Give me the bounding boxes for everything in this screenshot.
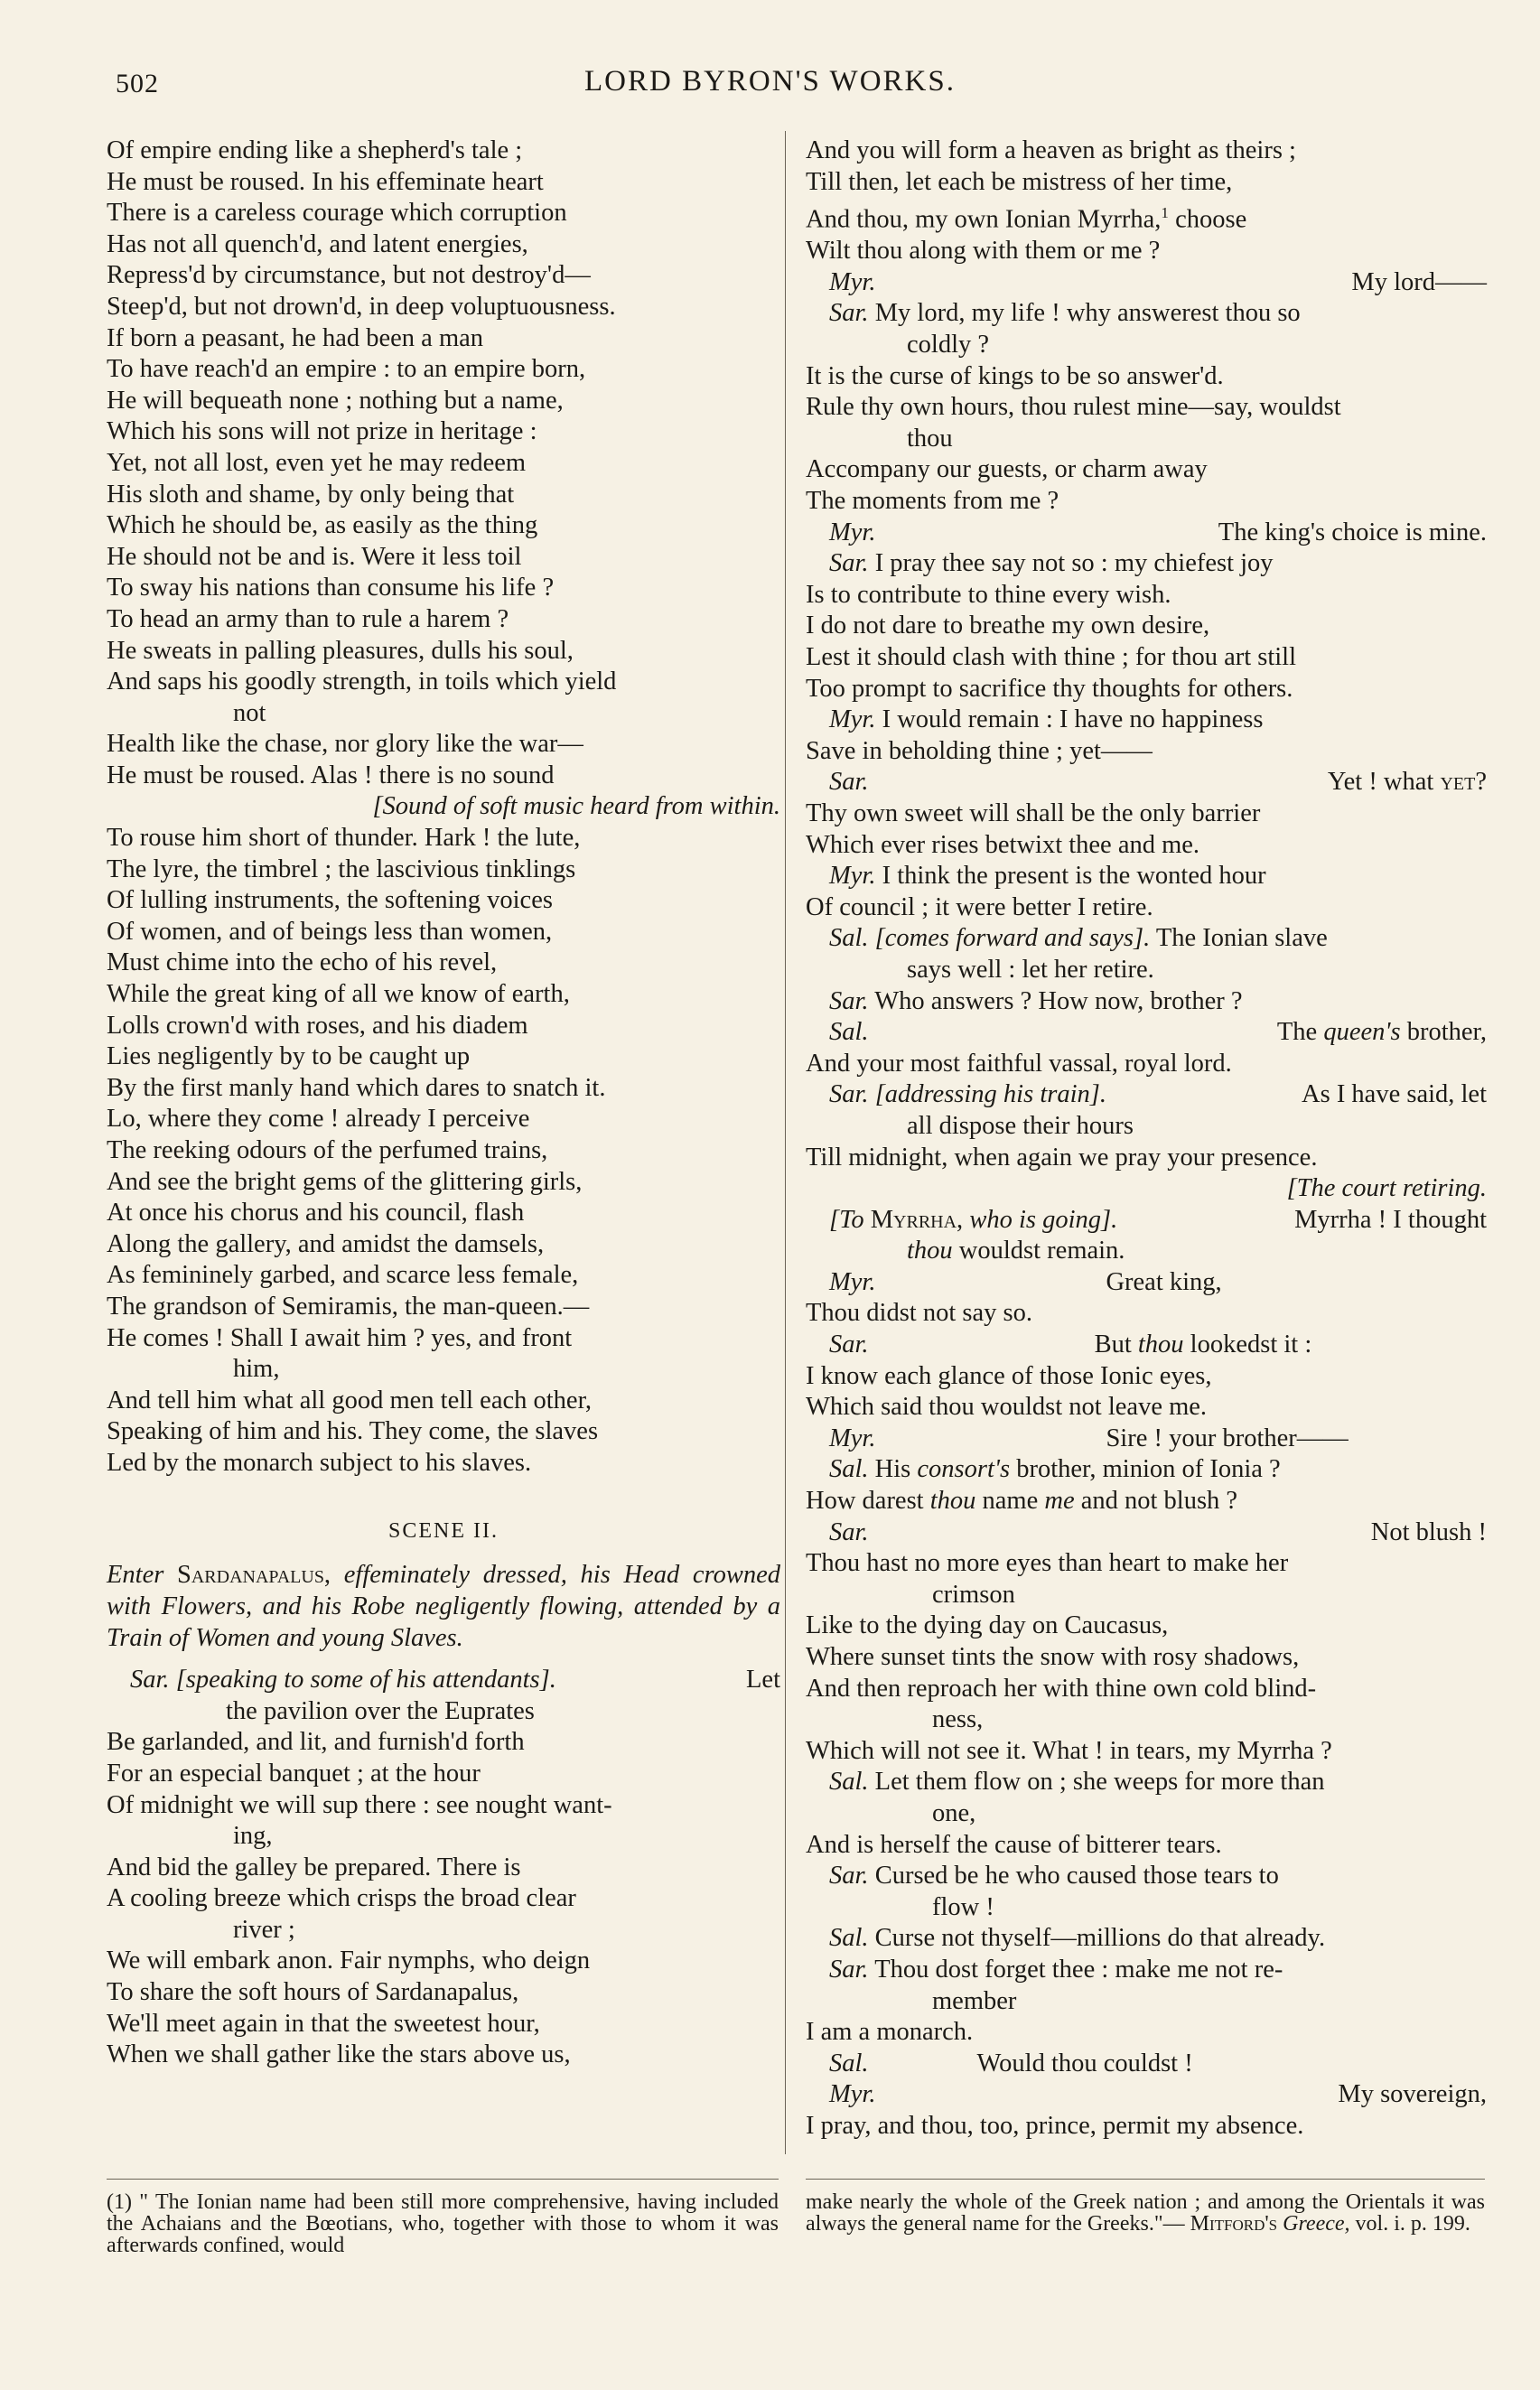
speech-line: Sal. Would thou couldst ! <box>829 2049 1193 2077</box>
verse-line: And saps his goodly strength, in toils which yield <box>107 668 617 696</box>
verse-line: To head an army than to rule a harem ? <box>107 604 509 633</box>
verse-line: Thy own sweet will shall be the only barrier <box>806 798 1261 827</box>
verse-line: I know each glance of those Ionic eyes, <box>806 1361 1212 1390</box>
verse-line: Health like the chase, nor glory like the war— <box>107 730 583 759</box>
footnote-left: (1) " The Ionian name had been still more comprehensive, having included the Achaians and the Bœotians, who, together with those to whom it was afterwards confined, would <box>107 2190 779 2257</box>
verse-line: There is a careless courage which corruption <box>107 199 567 228</box>
speech-line: Myr. My lord—— <box>829 267 1487 296</box>
verse-line: And then reproach her with thine own cold blind- <box>806 1674 1317 1703</box>
verse-line: He will bequeath none ; nothing but a name, <box>107 386 564 415</box>
speaker: Sar. <box>829 1862 869 1891</box>
speaker: Sal. <box>829 924 869 953</box>
verse-line: To share the soft hours of Sardanapalus, <box>107 1978 519 2007</box>
verse-line-continuation: all dispose their hours <box>907 1111 1134 1140</box>
verse-line: Of empire ending like a shepherd's tale ; <box>107 136 523 164</box>
verse-line: We'll meet again in that the sweetest hour, <box>107 2009 540 2038</box>
verse-line-continuation: thou <box>907 424 953 453</box>
verse-line-continuation: him, <box>233 1355 280 1384</box>
verse-line: I pray, and thou, too, prince, permit my absence. <box>806 2111 1304 2140</box>
verse-line: For an especial banquet ; at the hour <box>107 1759 481 1788</box>
verse-line: The lyre, the timbrel ; the lascivious tinklings <box>107 854 576 883</box>
entry-character: Sardanapalus, <box>177 1561 331 1590</box>
running-title: LORD BYRON'S WORKS. <box>584 65 956 98</box>
verse-line: By the first manly hand which dares to snatch it. <box>107 1073 606 1102</box>
verse-line: Save in beholding thine ; yet—— <box>806 736 1153 765</box>
speech-line: Sal. The queen's brother, <box>829 1018 1487 1047</box>
verse-line: Like to the dying day on Caucasus, <box>806 1611 1169 1640</box>
verse-line: Where sunset tints the snow with rosy shadows, <box>806 1643 1300 1671</box>
verse-line-continuation: one, <box>932 1798 976 1827</box>
verse-line: A cooling breeze which crisps the broad clear <box>107 1884 576 1913</box>
speech-line: Sar. Cursed be he who caused those tears to <box>829 1862 1279 1891</box>
verse-line: And bid the galley be prepared. There is <box>107 1853 521 1881</box>
verse-line: And see the bright gems of the glittering girls, <box>107 1167 583 1196</box>
verse-line: To sway his nations than consume his life ? <box>107 574 555 602</box>
verse-line: Led by the monarch subject to his slaves. <box>107 1448 532 1477</box>
speech-line: Sar. Thou dost forget thee : make me not re- <box>829 1955 1283 1984</box>
verse-block <box>107 135 780 698</box>
verse-line: To rouse him short of thunder. Hark ! the lute, <box>107 824 581 853</box>
speaker: Myr. <box>829 267 876 296</box>
speech-line: Sar. But thou lookedst it : <box>829 1330 1312 1359</box>
verse-line: Thou didst not say so. <box>806 1299 1032 1328</box>
verse-line: Has not all quench'd, and latent energies, <box>107 229 528 258</box>
verse-line: Too prompt to sacrifice thy thoughts for others. <box>806 674 1293 703</box>
verse-line: And your most faithful vassal, royal lord. <box>806 1049 1232 1078</box>
speaker: Sar. <box>829 768 869 797</box>
verse-line: Which will not see it. What ! in tears, my Myrrha ? <box>806 1736 1332 1765</box>
verse-line: Till then, let each be mistress of her time, <box>806 167 1233 196</box>
verse-line: As femininely garbed, and scarce less female, <box>107 1261 579 1290</box>
verse-line: Of midnight we will sup there : see nought want- <box>107 1790 612 1819</box>
speech-line: Myr. I would remain : I have no happiness <box>829 705 1264 734</box>
stage-direction: [comes forward and says]. <box>874 924 1151 953</box>
verse-line: Repress'd by circumstance, but not destroy'd— <box>107 261 591 290</box>
verse-block <box>107 823 780 1354</box>
verse-line: If born a peasant, he had been a man <box>107 323 484 352</box>
stage-direction: [speaking to some of his attendants]. <box>175 1666 556 1694</box>
scene-heading: SCENE II. <box>388 1518 499 1543</box>
verse-line-continuation: flow ! <box>932 1892 994 1921</box>
speaker: Sar. <box>829 1330 869 1359</box>
speaker: Sar. <box>829 299 869 328</box>
speech-line: Sal. [comes forward and says]. The Ionian slave <box>829 924 1328 953</box>
verse-line: Of council ; it were better I retire. <box>806 892 1153 921</box>
speech-line <box>107 1665 780 1696</box>
verse-line: Yet, not all lost, even yet he may redeem <box>107 448 527 477</box>
verse-line: I do not dare to breathe my own desire, <box>806 612 1210 640</box>
speaker: Myr. <box>829 2080 876 2109</box>
verse-line: Rule thy own hours, thou rulest mine—say, wouldst <box>806 393 1341 422</box>
speaker: Sar. <box>829 1955 869 1984</box>
footnote-rule <box>806 2179 1485 2180</box>
entry-description: effeminately dressed, his Head crowned with Flowers, and his Robe negligently flowing, attended by a Train of Women and young Slaves. <box>107 1561 780 1653</box>
verse-line: Of lulling instruments, the softening voices <box>107 886 553 915</box>
right-column <box>806 135 1487 2143</box>
verse-line: And thou, my own Ionian Myrrha,$^1$ choose <box>806 204 1247 234</box>
verse-line: And tell him what all good men tell each other, <box>107 1386 593 1414</box>
verse-line: Must chime into the echo of his revel, <box>107 948 498 977</box>
speaker: Sar. <box>829 986 869 1015</box>
verse-line-continuation: not <box>233 698 266 727</box>
stage-entry <box>107 1559 780 1654</box>
verse-line: Which his sons will not prize in heritage : <box>107 417 537 446</box>
verse-line: He must be roused. Alas ! there is no sound <box>107 761 555 789</box>
verse-line-continuation: member <box>932 1986 1017 2015</box>
verse-line: Is to contribute to thine every wish. <box>806 580 1171 609</box>
speech-line: Myr. Great king, <box>829 1267 1222 1296</box>
speaker: Sar. <box>829 1517 869 1546</box>
verse-line: Accompany our guests, or charm away <box>806 455 1208 484</box>
speaker: Sal. <box>829 2049 869 2077</box>
speech-line: Sar. [addressing his train]. As I have said, let <box>829 1080 1487 1109</box>
speaker: Myr. <box>829 518 876 546</box>
verse-line: Till midnight, when again we pray your presence. <box>806 1143 1318 1172</box>
verse-line: And you will form a heaven as bright as theirs ; <box>806 136 1296 164</box>
speech-line: [To Myrrha, who is going]. Myrrha ! I thought <box>829 1205 1487 1234</box>
page-number: 502 <box>116 69 159 98</box>
verse-line: Lolls crown'd with roses, and his diadem <box>107 1011 528 1040</box>
speech-line: Myr. The king's choice is mine. <box>829 518 1487 546</box>
verse-line: He must be roused. In his effeminate heart <box>107 167 544 196</box>
verse-block <box>107 1727 780 1821</box>
left-column <box>107 135 780 2071</box>
speech-line: Sar. My lord, my life ! why answerest thou so <box>829 299 1301 328</box>
verse-line: I am a monarch. <box>806 2018 974 2047</box>
verse-line: His sloth and shame, by only being that <box>107 480 515 509</box>
speaker: Sar. <box>829 549 869 578</box>
verse-line-continuation: river ; <box>233 1915 295 1944</box>
entry-enter: Enter <box>107 1561 164 1590</box>
verse-line: He comes ! Shall I await him ? yes, and front <box>107 1323 573 1352</box>
verse-line-continuation: coldly ? <box>907 331 990 359</box>
verse-line: How darest thou name me and not blush ? <box>806 1487 1238 1516</box>
verse-line-continuation: crimson <box>932 1580 1015 1609</box>
verse-line: Wilt thou along with them or me ? <box>806 237 1161 266</box>
verse-line: While the great king of all we know of earth, <box>107 980 570 1009</box>
verse-line-continuation: ness, <box>932 1705 984 1734</box>
speech-line: Myr. Sire ! your brother—— <box>829 1424 1349 1452</box>
verse-line-continuation: the pavilion over the Euprates <box>226 1696 535 1725</box>
verse-line: Thou hast no more eyes than heart to make her <box>806 1549 1289 1578</box>
verse-line: Of women, and of beings less than women, <box>107 917 553 946</box>
stage-direction: [Sound of soft music heard from within. <box>372 792 780 821</box>
speech-line: Sal. His consort's brother, minion of Ionia ? <box>829 1455 1281 1484</box>
verse-block <box>107 1853 780 1915</box>
footnote-rule <box>107 2179 779 2180</box>
speaker: Sar. <box>130 1666 170 1694</box>
verse-line: Speaking of him and his. They come, the slaves <box>107 1417 599 1446</box>
speech-line: Sal. Let them flow on ; she weeps for more than <box>829 1768 1325 1797</box>
speaker: Sar. <box>829 1080 869 1109</box>
verse-line: The moments from me ? <box>806 487 1059 516</box>
speech-line: Sar. Who answers ? How now, brother ? <box>829 986 1243 1015</box>
verse-line: Which ever rises betwixt thee and me. <box>806 830 1200 859</box>
footnote-marker: 1 <box>1161 204 1169 222</box>
speaker: Sal. <box>829 1924 869 1953</box>
verse-line-continuation: says well : let her retire. <box>907 955 1154 984</box>
column-rule <box>785 131 786 2154</box>
speech-line: Sal. Curse not thyself—millions do that already. <box>829 1924 1326 1953</box>
speech-line: Myr. I think the present is the wonted hour <box>829 862 1266 891</box>
verse-word: Let <box>746 1666 780 1694</box>
speech-line: Myr. My sovereign, <box>829 2080 1487 2109</box>
stage-direction: [addressing his train]. <box>874 1080 1106 1109</box>
verse-line-continuation: ing, <box>233 1822 273 1851</box>
footnote-right: make nearly the whole of the Greek nation ; and among the Orientals it was always the general name for the Greeks."— Mitford's Greece, vol. i. p. 199. <box>806 2190 1485 2236</box>
verse-line: It is the curse of kings to be so answer'd. <box>806 361 1224 390</box>
verse-line: Lies negligently by to be caught up <box>107 1042 471 1071</box>
verse-line: And is herself the cause of bitterer tears. <box>806 1830 1222 1859</box>
speaker: Sal. <box>829 1455 869 1484</box>
verse-line: Which he should be, as easily as the thing <box>107 511 538 540</box>
speaker: Myr. <box>829 705 876 734</box>
verse-block <box>107 1386 780 1480</box>
speech-line: Sar. I pray thee say not so : my chiefest joy <box>829 549 1274 578</box>
verse-block <box>107 729 780 791</box>
verse-block <box>107 1946 780 2070</box>
verse-line: Which said thou wouldst not leave me. <box>806 1393 1208 1422</box>
speaker: Myr. <box>829 1424 876 1452</box>
verse-line: Lest it should clash with thine ; for thou art still <box>806 643 1297 671</box>
stage-direction: [The court retiring. <box>1286 1174 1487 1203</box>
verse-line: He sweats in palling pleasures, dulls his soul, <box>107 636 574 665</box>
speaker: Myr. <box>829 1267 876 1296</box>
verse-line: Steep'd, but not drown'd, in deep voluptuousness. <box>107 292 616 321</box>
verse-line: At once his chorus and his council, flash <box>107 1199 525 1228</box>
verse-line: Lo, where they come ! already I perceive <box>107 1105 530 1134</box>
verse-line: We will embark anon. Fair nymphs, who deign <box>107 1947 591 1975</box>
character-name: Myrrha, <box>870 1205 964 1234</box>
verse-line: Be garlanded, and lit, and furnish'd forth <box>107 1728 525 1757</box>
verse-line-continuation: thou wouldst remain. <box>907 1237 1125 1265</box>
verse-line: Along the gallery, and amidst the damsels, <box>107 1229 545 1258</box>
verse-line: To have reach'd an empire : to an empire born, <box>107 355 586 384</box>
verse-line: He should not be and is. Were it less toil <box>107 542 522 571</box>
speaker: Sal. <box>829 1018 869 1047</box>
speaker: Myr. <box>829 862 876 891</box>
verse-line: The grandson of Semiramis, the man-queen.— <box>107 1292 590 1321</box>
verse-line: The reeking odours of the perfumed trains, <box>107 1136 548 1164</box>
speech-line: Sar. Not blush ! <box>829 1517 1487 1546</box>
speech-line: Sar. Yet ! what yet? <box>829 768 1487 797</box>
verse-line: When we shall gather like the stars above us, <box>107 2040 571 2069</box>
speaker: Sal. <box>829 1768 869 1797</box>
